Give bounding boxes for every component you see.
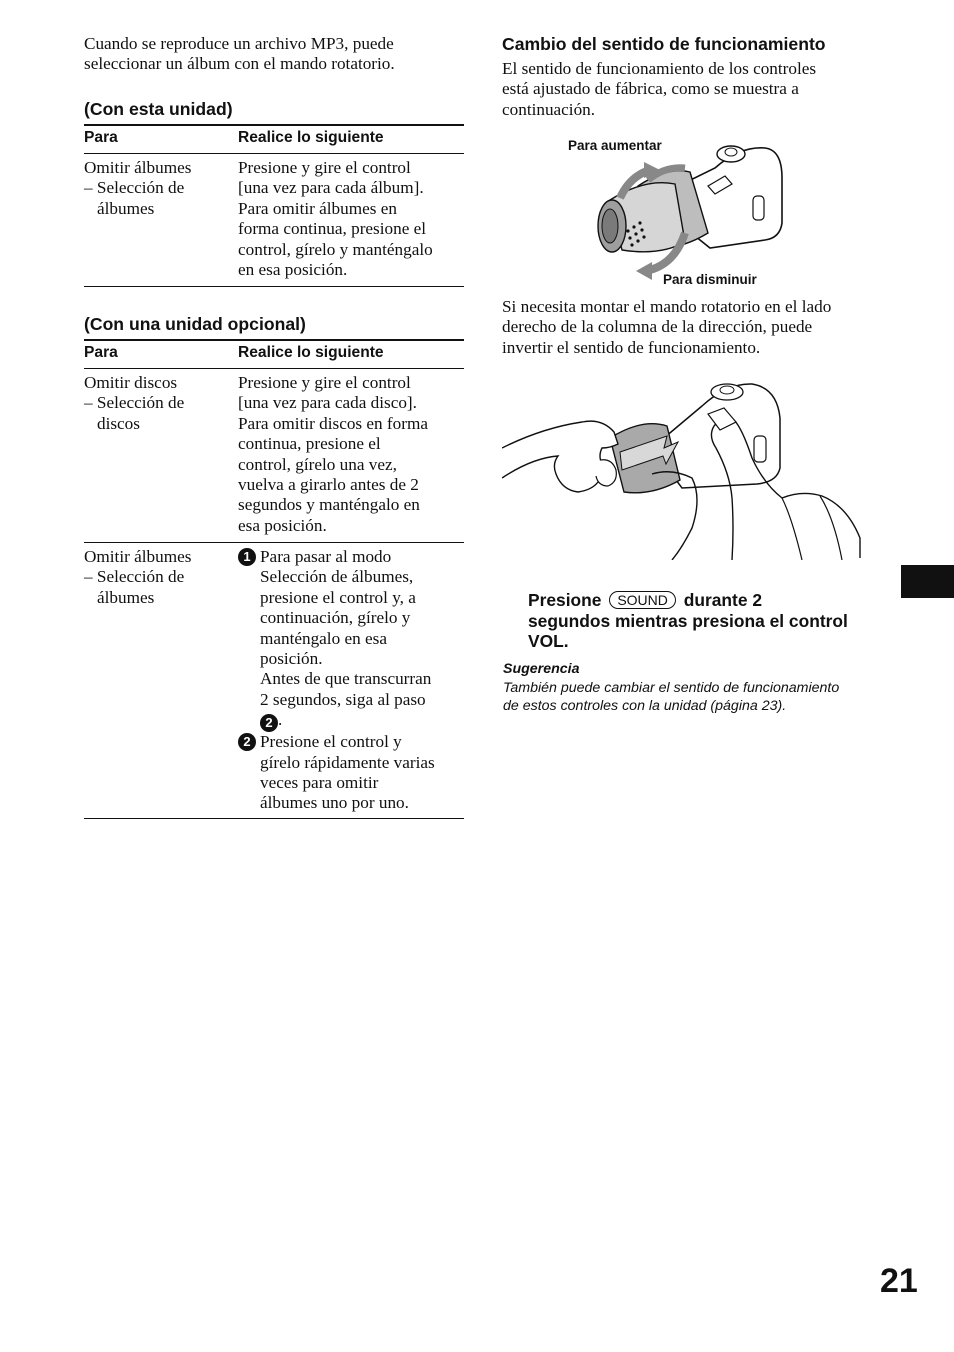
table2-header-rule xyxy=(84,368,464,369)
step-line: posición. xyxy=(260,649,323,669)
cell-text: álbumes xyxy=(97,587,155,607)
step-number-icon: 1 xyxy=(238,548,256,566)
step-line: 2 segundos, siga al paso xyxy=(260,689,426,709)
cell-line: Omitir álbumes xyxy=(84,158,192,177)
tip-title: Sugerencia xyxy=(503,661,580,677)
table2-heading: (Con una unidad opcional) xyxy=(84,314,306,334)
step-1 xyxy=(238,547,464,732)
table1-heading: (Con esta unidad) xyxy=(84,99,233,119)
table2-top-rule xyxy=(84,339,464,341)
table1-col1-header: Para xyxy=(84,129,118,146)
table2-row1-right xyxy=(238,373,464,536)
intro-line: está ajustado de fábrica, como se muestra a xyxy=(502,79,799,99)
cell-line: Para omitir discos en forma xyxy=(238,413,428,433)
page-number: 21 xyxy=(880,1262,918,1300)
step-line: gírelo rápidamente varias xyxy=(260,752,435,772)
step-ref-icon: 2 xyxy=(260,714,278,732)
instruction-line-3: VOL. xyxy=(528,631,569,652)
cell-line: Para omitir álbumes en xyxy=(238,198,397,218)
instruction-text: durante 2 xyxy=(683,590,762,610)
instruction-line-1 xyxy=(528,590,848,611)
cell-text: discos xyxy=(97,413,140,433)
cell-line: Presione y gire el control xyxy=(238,158,411,177)
cell-text: álbumes xyxy=(97,198,155,218)
step-line: Presione el control y xyxy=(260,732,402,752)
cell-line: continua, presione el xyxy=(238,434,381,454)
cell-line: forma continua, presione el xyxy=(238,219,427,239)
cell-text: – Selección de xyxy=(84,567,185,587)
table2-row1-left xyxy=(84,373,234,434)
cell-line xyxy=(84,393,234,434)
table2-row-divider xyxy=(84,542,464,543)
table2-row2-left xyxy=(84,547,234,608)
table1-row1-left xyxy=(84,158,234,219)
para-line: invertir el sentido de funcionamiento. xyxy=(502,337,761,357)
table1-row1-right xyxy=(238,158,464,280)
cell-line: control, gírelo y manténgalo xyxy=(238,239,433,259)
intro-paragraph xyxy=(84,34,395,75)
table2-row2-right xyxy=(238,547,464,814)
intro-line: continuación. xyxy=(502,99,596,119)
tip-text xyxy=(503,679,839,715)
cell-line: Presione y gire el control xyxy=(238,373,411,392)
table1-col2-header: Realice lo siguiente xyxy=(238,129,384,146)
section-tab-marker xyxy=(901,565,954,598)
step-line: manténgalo en esa xyxy=(260,628,387,648)
instruction-line-2: segundos mientras presiona el control xyxy=(528,610,848,631)
hand-pressing-illustration xyxy=(502,378,864,560)
cell-line: Omitir discos xyxy=(84,373,178,392)
cell-line: Omitir álbumes xyxy=(84,547,192,566)
cell-line: vuelva a girarlo antes de 2 xyxy=(238,475,419,495)
intro-line: seleccionar un álbum con el mando rotatorio. xyxy=(84,54,395,74)
cell-line: [una vez para cada disco]. xyxy=(238,393,417,413)
cell-text: – Selección de xyxy=(84,178,185,198)
fig1-label-up: Para aumentar xyxy=(568,138,662,153)
step-line: Para pasar al modo xyxy=(260,547,392,566)
step-text: . xyxy=(278,710,283,730)
para-line: Si necesita montar el mando rotatorio en el lado xyxy=(502,297,832,316)
rotary-commander-illustration xyxy=(590,138,790,288)
step-2 xyxy=(238,732,464,814)
step-line: Selección de álbumes, xyxy=(260,567,414,587)
step-line: presione el control y, a xyxy=(260,587,416,607)
table1-header-rule xyxy=(84,153,464,154)
step-line xyxy=(260,710,464,732)
table1-bottom-rule xyxy=(84,286,464,287)
cell-line: en esa posición. xyxy=(238,260,348,280)
step-line: Antes de que transcurran xyxy=(260,669,432,689)
step-line: continuación, gírelo y xyxy=(260,608,411,628)
para-line: derecho de la columna de la dirección, puede xyxy=(502,317,813,337)
cell-line xyxy=(84,178,234,219)
cell-line xyxy=(84,567,234,608)
right-heading: Cambio del sentido de funcionamiento xyxy=(502,34,826,54)
instruction xyxy=(528,590,848,652)
intro-line: El sentido de funcionamiento de los controles xyxy=(502,59,817,78)
right-intro xyxy=(502,59,816,120)
tip-line: También puede cambiar el sentido de funcionamiento xyxy=(503,680,840,696)
cell-line: [una vez para cada álbum]. xyxy=(238,178,424,198)
intro-line: Cuando se reproduce un archivo MP3, puede xyxy=(84,34,394,53)
fig1-label-down: Para disminuir xyxy=(663,272,757,287)
cell-text: – Selección de xyxy=(84,393,185,413)
cell-line: esa posición. xyxy=(238,515,327,535)
step-line: álbumes uno por uno. xyxy=(260,793,409,813)
table2-bottom-rule xyxy=(84,818,464,819)
cell-line: segundos y manténgalo en xyxy=(238,495,420,515)
table2-col1-header: Para xyxy=(84,344,118,361)
tip-line: de estos controles con la unidad (página 23). xyxy=(503,698,787,714)
step-number-icon: 2 xyxy=(238,733,256,751)
right-paragraph-2 xyxy=(502,297,831,358)
cell-line: control, gírelo una vez, xyxy=(238,454,397,474)
step-line: veces para omitir xyxy=(260,773,379,793)
table2-col2-header: Realice lo siguiente xyxy=(238,344,384,361)
table1-top-rule xyxy=(84,124,464,126)
sound-button-label: SOUND xyxy=(609,591,676,609)
instruction-text: Presione xyxy=(528,590,602,610)
